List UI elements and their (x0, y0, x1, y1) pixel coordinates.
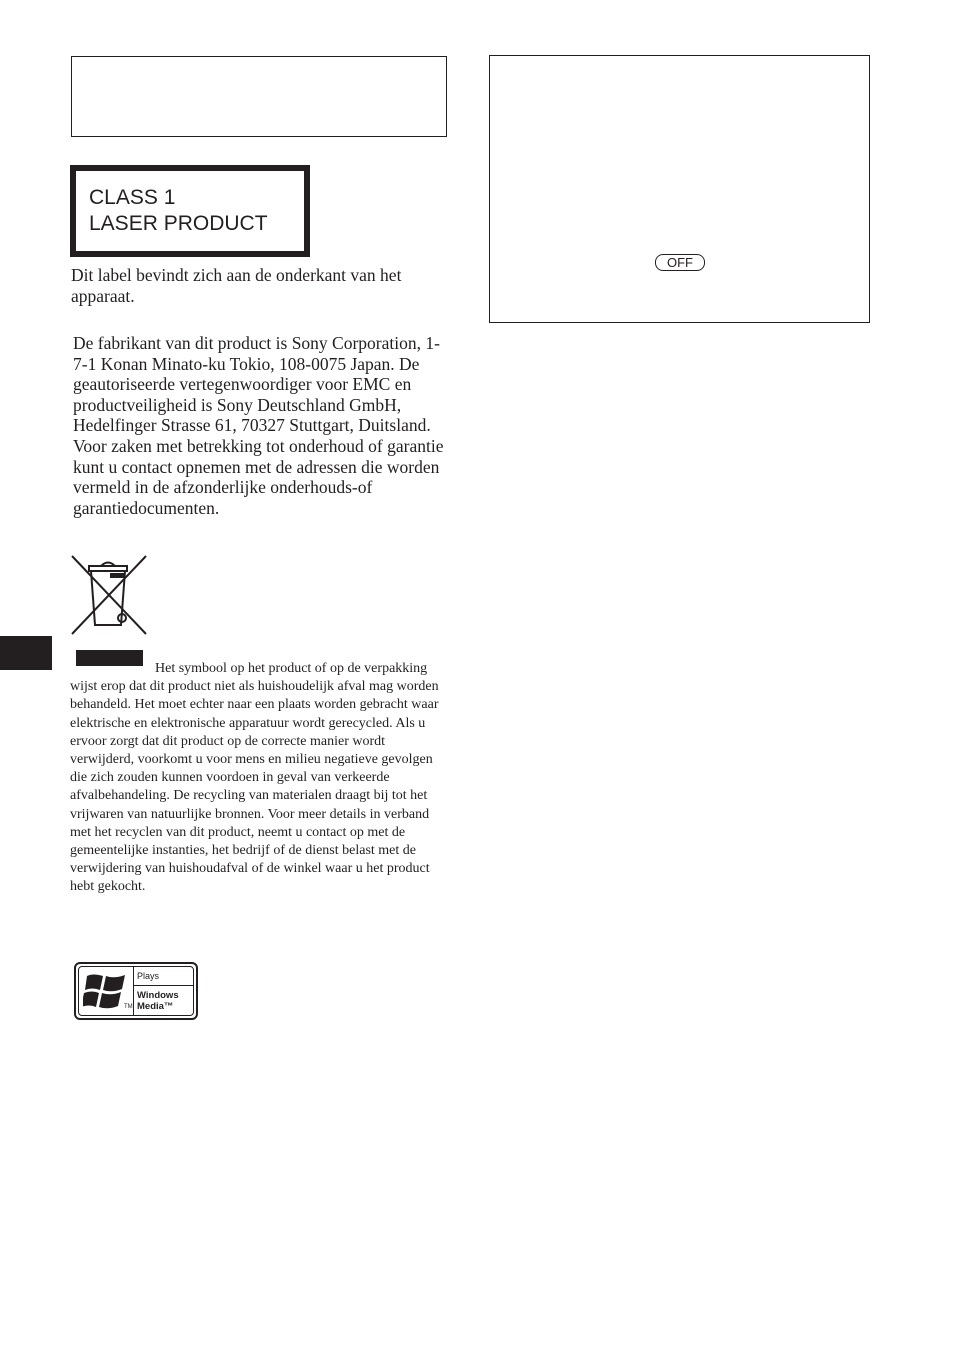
notice-box-right (489, 55, 870, 323)
blank-notice-box (71, 56, 447, 137)
laser-class-line: CLASS 1 (89, 186, 176, 209)
laser-product-line: LASER PRODUCT (89, 212, 268, 235)
label-location-note: Dit label bevindt zich aan de onderkant van het apparaat. (71, 265, 402, 306)
wm-media-word: Media™ (137, 1001, 174, 1012)
section-side-tab (0, 636, 52, 670)
crossed-out-bin-icon (70, 554, 148, 636)
wm-windows-word: Windows (137, 990, 179, 1001)
weee-disposal-text: Het symbool op het product of op de verpakking wijst erop dat dit product niet als huishoudelijk afval mag worden behandeld. Het moet echter naar een plaats worden gebracht waar elektrische en elektronische apparatuur wordt gerecycled. Als u ervoor zorgt dat dit product op de correcte manier wordt verwijderd, voorkomt u voor mens en milieu negatieve gevolgen die zich zouden kunnen voordoen in geval van verkeerde afvalbehandeling. De recycling van materialen draagt bij tot het vrijwaren van natuurlijke bronnen. Voor meer details in verband met het recyclen van dit product, neemt u contact op met de gemeentelijke instanties, het bedrijf of de dienst belast met de verwijdering van huishoudafval of de winkel waar u het product hebt gekocht. (70, 661, 439, 895)
laser-class-label (70, 165, 310, 257)
plays-windows-media-logo (74, 962, 198, 1020)
wm-plays-text: Plays (137, 971, 160, 981)
windows-flag-icon (83, 971, 127, 1011)
logo-divider-horizontal (133, 985, 193, 986)
off-button-symbol: OFF (655, 254, 705, 271)
logo-divider-vertical (133, 967, 134, 1015)
wm-trademark: TM (124, 1004, 133, 1010)
wm-windows-media-text (137, 990, 179, 1012)
manufacturer-info: De fabrikant van dit product is Sony Corporation, 1-7-1 Konan Minato-ku Tokio, 108-0075 Japan. De geautoriseerde vertegenwoordiger voor EMC en productveiligheid is Sony Deutschland GmbH, Hedelfinger Strasse 61, 70327 Stuttgart, Duitsland. Voor zaken met betrekking tot onderhoud of garantie kunt u contact opnemen met de adressen die worden vermeld in de afzonderlijke onderhouds-of garantiedocumenten. (73, 333, 444, 518)
